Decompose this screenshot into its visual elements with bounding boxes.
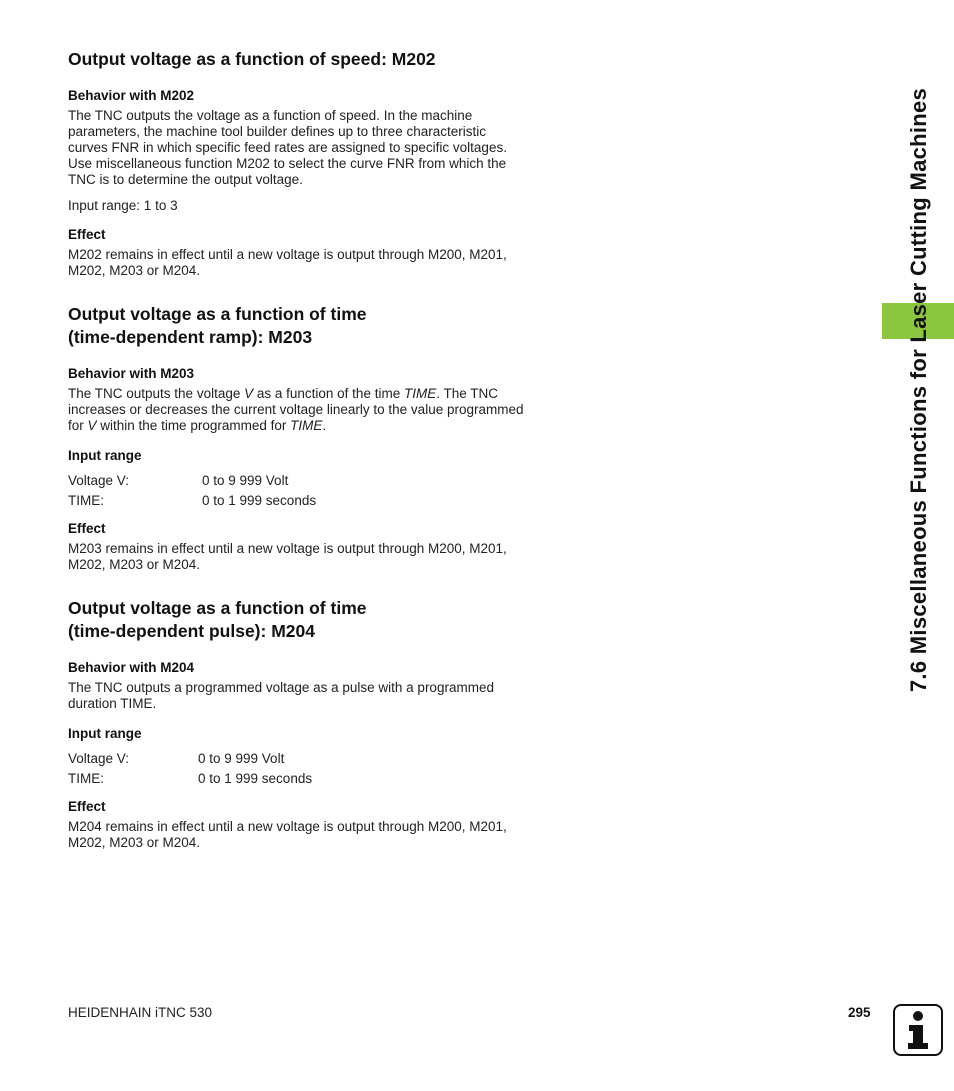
behavior-text-m202: The TNC outputs the voltage as a function of speed. In the machine parameters, the machine tool builder defines up to three characteristic curves FNR in which specific feed rates are assigned to specific voltages. Use miscellaneous function M202 to select the curve FNR from which the TNC is to determine the output voltage. xyxy=(68,108,507,187)
range-row xyxy=(68,749,528,769)
effect-text-m202: M202 remains in effect until a new voltage is output through M200, M201, M202, M203 or M204. xyxy=(68,247,507,278)
heading-m203 xyxy=(68,303,528,349)
effect-title-m203: Effect xyxy=(68,521,106,536)
behavior-title-m203: Behavior with M203 xyxy=(68,366,195,381)
input-range-m202: Input range: 1 to 3 xyxy=(68,198,178,213)
page-number: 295 xyxy=(848,1005,871,1020)
range-row xyxy=(68,769,528,789)
range-value: 0 to 1 999 seconds xyxy=(198,771,313,786)
effect-title-m204: Effect xyxy=(68,799,106,814)
range-label: Voltage V: xyxy=(68,473,130,488)
range-row xyxy=(68,471,528,491)
range-row xyxy=(68,491,528,511)
behavior-title-m202: Behavior with M202 xyxy=(68,88,195,103)
range-label: Voltage V: xyxy=(68,751,130,766)
range-value: 0 to 1 999 seconds xyxy=(202,493,317,508)
range-label: TIME: xyxy=(68,493,104,508)
effect-text-m204: M204 remains in effect until a new voltage is output through M200, M201, M202, M203 or M204. xyxy=(68,819,507,850)
behavior-text-m203: The TNC outputs the voltage V as a function of the time TIME. The TNC increases or decreases the current voltage linearly to the value programmed for V within the time programmed for TIME. xyxy=(68,386,524,433)
main-content xyxy=(68,48,528,851)
input-range-title-m204: Input range xyxy=(68,726,142,741)
chapter-side-title: 7.6 Miscellaneous Functions for Laser Cutting Machines xyxy=(906,87,931,693)
heading-m204-line2: (time-dependent pulse): M204 xyxy=(68,621,315,641)
footer-product: HEIDENHAIN iTNC 530 xyxy=(68,1005,213,1020)
effect-text-m203: M203 remains in effect until a new voltage is output through M200, M201, M202, M203 or M204. xyxy=(68,541,507,572)
info-icon xyxy=(893,1004,943,1056)
effect-title-m202: Effect xyxy=(68,227,106,242)
heading-m203-line2: (time-dependent ramp): M203 xyxy=(68,327,313,347)
range-label: TIME: xyxy=(68,771,104,786)
heading-m204 xyxy=(68,597,528,643)
input-range-title-m203: Input range xyxy=(68,448,142,463)
heading-m202: Output voltage as a function of speed: M202 xyxy=(68,49,436,69)
behavior-text-m204: The TNC outputs a programmed voltage as a pulse with a programmed duration TIME. xyxy=(68,680,494,711)
range-value: 0 to 9 999 Volt xyxy=(202,473,289,488)
behavior-title-m204: Behavior with M204 xyxy=(68,660,195,675)
range-value: 0 to 9 999 Volt xyxy=(198,751,285,766)
heading-m203-line1: Output voltage as a function of time xyxy=(68,304,367,324)
heading-m204-line1: Output voltage as a function of time xyxy=(68,598,367,618)
info-glyph xyxy=(903,1009,933,1051)
